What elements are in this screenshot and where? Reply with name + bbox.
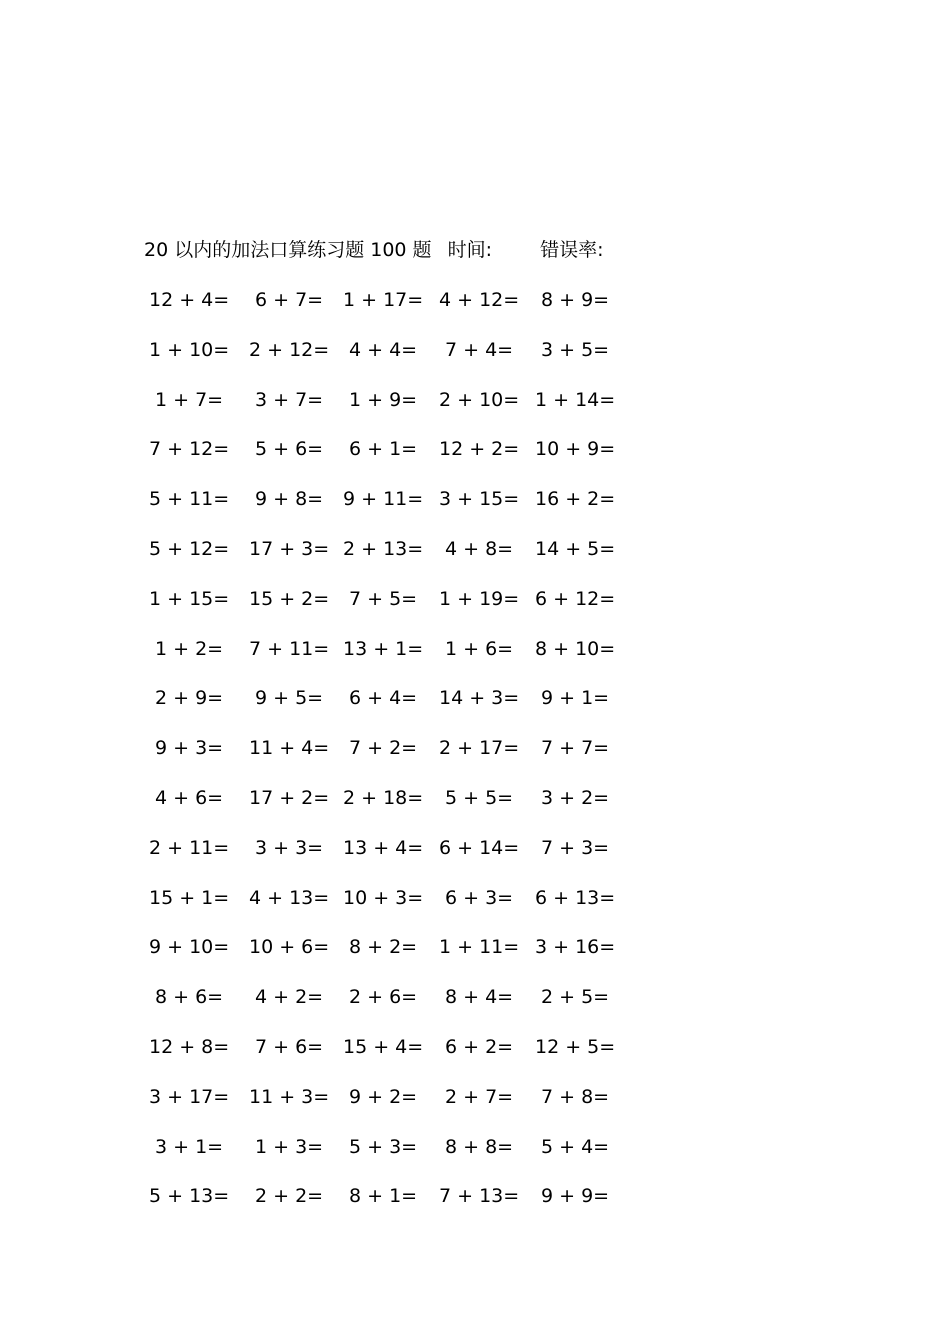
problem-item: 13 + 1= — [343, 637, 424, 660]
problem-item: 5 + 4= — [541, 1135, 610, 1158]
problem-item: 3 + 5= — [541, 338, 610, 361]
problem-item: 8 + 6= — [155, 986, 224, 1009]
problem-item: 14 + 5= — [535, 537, 616, 560]
problem-item: 8 + 8= — [445, 1135, 514, 1158]
problem-item: 8 + 10= — [535, 637, 616, 660]
problem-item: 6 + 2= — [445, 1035, 514, 1058]
error-rate-label: 错误率: — [540, 239, 604, 261]
problem-row — [149, 485, 629, 535]
problem-item: 8 + 1= — [349, 1185, 418, 1208]
problem-item: 7 + 4= — [445, 338, 514, 361]
problem-item: 6 + 7= — [255, 289, 324, 311]
problem-item: 9 + 9= — [541, 1185, 610, 1208]
problem-item: 5 + 5= — [445, 786, 514, 809]
problem-item: 15 + 2= — [249, 587, 330, 610]
problem-row — [149, 286, 629, 336]
problem-item: 3 + 3= — [255, 836, 324, 859]
worksheet-title: 20 以内的加法口算练习题 100 题 — [144, 239, 432, 261]
problem-item: 5 + 11= — [149, 488, 230, 511]
problem-item: 8 + 4= — [445, 986, 514, 1009]
problem-item: 10 + 6= — [249, 936, 330, 959]
problem-item: 2 + 11= — [149, 836, 230, 859]
problem-item: 2 + 7= — [445, 1085, 514, 1108]
problem-item: 3 + 16= — [535, 936, 616, 959]
problem-item: 2 + 12= — [249, 338, 330, 361]
problem-item: 9 + 1= — [541, 687, 610, 710]
problem-item: 6 + 4= — [349, 687, 418, 710]
problem-row — [149, 933, 629, 983]
problem-item: 17 + 2= — [249, 786, 330, 809]
problem-item: 9 + 5= — [255, 687, 324, 710]
problem-item: 9 + 2= — [349, 1085, 418, 1108]
problem-item: 4 + 12= — [439, 289, 520, 311]
problem-item: 6 + 3= — [445, 886, 514, 909]
problem-item: 8 + 2= — [349, 936, 418, 959]
problem-item: 4 + 13= — [249, 886, 330, 909]
problem-item: 4 + 6= — [155, 786, 224, 809]
problem-row — [149, 784, 629, 834]
problem-row — [149, 386, 629, 436]
problem-row — [149, 1083, 629, 1133]
problem-item: 6 + 13= — [535, 886, 616, 909]
problem-item: 7 + 2= — [349, 737, 418, 760]
problem-item: 16 + 2= — [535, 488, 616, 511]
problem-item: 7 + 7= — [541, 737, 610, 760]
problem-row — [149, 684, 629, 734]
problem-item: 2 + 18= — [343, 786, 424, 809]
problem-row — [149, 884, 629, 934]
worksheet-header — [144, 236, 603, 264]
problem-item: 9 + 10= — [149, 936, 230, 959]
problem-item: 7 + 8= — [541, 1085, 610, 1108]
problem-item: 9 + 11= — [343, 488, 424, 511]
problem-item: 1 + 15= — [149, 587, 230, 610]
problem-item: 1 + 10= — [149, 338, 230, 361]
problem-item: 1 + 11= — [439, 936, 520, 959]
problem-item: 2 + 10= — [439, 388, 520, 411]
problem-item: 2 + 5= — [541, 986, 610, 1009]
problem-item: 7 + 13= — [439, 1185, 520, 1208]
problem-item: 10 + 9= — [535, 438, 616, 461]
problem-row — [149, 1033, 629, 1083]
problem-item: 9 + 3= — [155, 737, 224, 760]
problem-item: 7 + 12= — [149, 438, 230, 461]
problem-row — [149, 435, 629, 485]
problem-row — [149, 834, 629, 884]
problem-item: 2 + 13= — [343, 537, 424, 560]
problem-item: 12 + 4= — [149, 289, 230, 311]
problem-item: 7 + 3= — [541, 836, 610, 859]
problem-item: 2 + 6= — [349, 986, 418, 1009]
problem-item: 12 + 5= — [535, 1035, 616, 1058]
problem-item: 3 + 2= — [541, 786, 610, 809]
problem-item: 5 + 12= — [149, 537, 230, 560]
problem-row — [149, 1133, 629, 1183]
problem-item: 2 + 9= — [155, 687, 224, 710]
problem-item: 6 + 1= — [349, 438, 418, 461]
problem-item: 4 + 2= — [255, 986, 324, 1009]
problem-item: 1 + 14= — [535, 388, 616, 411]
problem-item: 5 + 13= — [149, 1185, 230, 1208]
problem-item: 1 + 6= — [445, 637, 514, 660]
problem-item: 7 + 6= — [255, 1035, 324, 1058]
problem-row — [149, 734, 629, 784]
problem-item: 11 + 4= — [249, 737, 330, 760]
problem-item: 3 + 17= — [149, 1085, 230, 1108]
problem-row — [149, 1182, 629, 1232]
problem-row — [149, 585, 629, 635]
problem-item: 10 + 3= — [343, 886, 424, 909]
problem-row — [149, 535, 629, 585]
problem-item: 1 + 19= — [439, 587, 520, 610]
problem-item: 6 + 14= — [439, 836, 520, 859]
problem-grid — [149, 286, 629, 1232]
problem-item: 1 + 2= — [155, 637, 224, 660]
problem-row — [149, 983, 629, 1033]
problem-item: 17 + 3= — [249, 537, 330, 560]
problem-item: 4 + 8= — [445, 537, 514, 560]
problem-item: 15 + 1= — [149, 886, 230, 909]
problem-item: 9 + 8= — [255, 488, 324, 511]
problem-item: 11 + 3= — [249, 1085, 330, 1108]
problem-item: 12 + 2= — [439, 438, 520, 461]
problem-item: 12 + 8= — [149, 1035, 230, 1058]
problem-item: 1 + 9= — [349, 388, 418, 411]
problem-item: 3 + 7= — [255, 388, 324, 411]
problem-item: 1 + 7= — [155, 388, 224, 411]
problem-item: 3 + 15= — [439, 488, 520, 511]
problem-item: 4 + 4= — [349, 338, 418, 361]
time-label: 时间: — [447, 239, 493, 261]
problem-item: 2 + 17= — [439, 737, 520, 760]
problem-row — [149, 635, 629, 685]
problem-item: 6 + 12= — [535, 587, 616, 610]
problem-item: 13 + 4= — [343, 836, 424, 859]
problem-item: 14 + 3= — [439, 687, 520, 710]
problem-item: 5 + 3= — [349, 1135, 418, 1158]
problem-item: 1 + 17= — [343, 289, 424, 311]
problem-item: 15 + 4= — [343, 1035, 424, 1058]
problem-item: 7 + 11= — [249, 637, 330, 660]
problem-item: 8 + 9= — [541, 289, 610, 311]
problem-item: 7 + 5= — [349, 587, 418, 610]
problem-item: 1 + 3= — [255, 1135, 324, 1158]
problem-row — [149, 336, 629, 386]
problem-item: 5 + 6= — [255, 438, 324, 461]
problem-item: 2 + 2= — [255, 1185, 324, 1208]
problem-item: 3 + 1= — [155, 1135, 224, 1158]
